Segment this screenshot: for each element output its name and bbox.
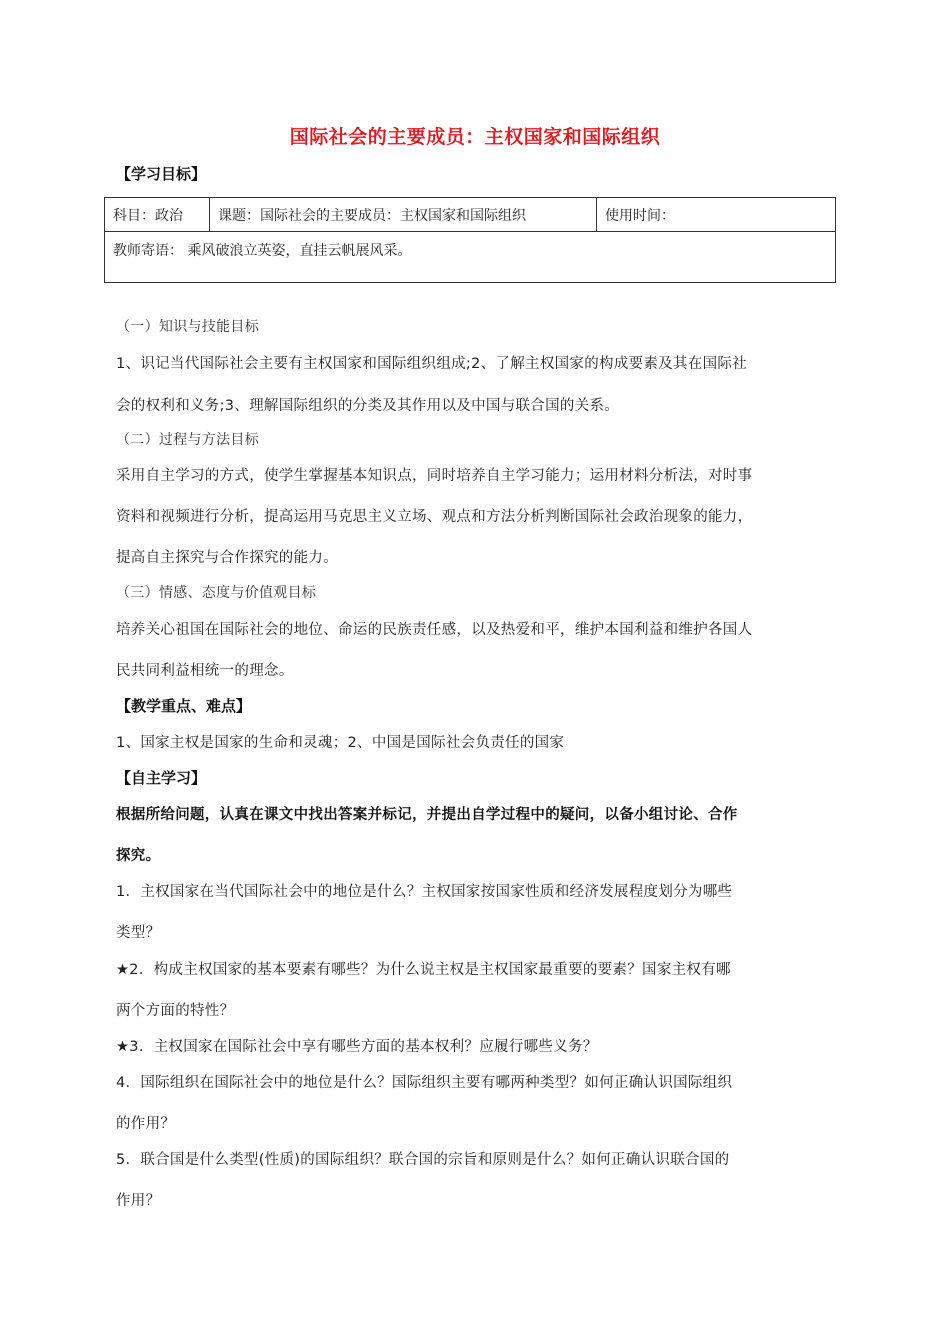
question-line: 类型？ <box>116 925 161 941</box>
emotion-line: 培养关心祖国在国际社会的地位、命运的民族责任感，以及热爱和平，维护本国利益和维护各国人 <box>116 622 753 638</box>
document-title: 国际社会的主要成员：主权国家和国际组织 <box>289 126 661 148</box>
time-cell: 使用时间： <box>597 198 836 232</box>
question-line: 作用？ <box>116 1193 161 1209</box>
emotion-heading: （三）情感、态度与价值观目标 <box>116 585 317 601</box>
topic-cell: 课题：国际社会的主要成员：主权国家和国际组织 <box>210 198 597 232</box>
knowledge-heading: （一）知识与技能目标 <box>116 319 259 335</box>
question-line: 两个方面的特性？ <box>116 1003 235 1019</box>
question-line: 的作用？ <box>116 1116 176 1132</box>
question-line: ★2．构成主权国家的基本要素有哪些？为什么说主权是主权国家最重要的要素？国家主权有哪 <box>116 962 731 978</box>
process-heading: （二）过程与方法目标 <box>116 432 259 448</box>
question-line: 1．主权国家在当代国际社会中的地位是什么？主权国家按国家性质和经济发展程度划分为哪些 <box>116 884 733 900</box>
teacher-note-cell: 教师寄语： 乘风破浪立英姿，直挂云帆展风采。 <box>105 232 836 283</box>
process-line: 资料和视频进行分析，提高运用马克思主义立场、观点和方法分析判断国际社会政治现象的能力， <box>116 509 753 525</box>
instruction-line: 根据所给问题，认真在课文中找出答案并标记，并提出自学过程中的疑问，以备小组讨论、合作 <box>116 807 738 823</box>
instruction-line: 探究。 <box>116 848 161 864</box>
question-line: ★3．主权国家在国际社会中享有哪些方面的基本权利？应履行哪些义务？ <box>116 1039 598 1055</box>
knowledge-line: 会的权利和义务;3、理解国际组织的分类及其作用以及中国与联合国的关系。 <box>116 398 620 414</box>
subject-cell: 科目：政治 <box>105 198 210 232</box>
knowledge-line: 1、识记当代国际社会主要有主权国家和国际组织组成;2、了解主权国家的构成要素及其在国际社 <box>116 356 748 372</box>
key-points-text: 1、国家主权是国家的生命和灵魂；2、中国是国际社会负责任的国家 <box>116 735 565 751</box>
question-line: 5．联合国是什么类型(性质)的国际组织？联合国的宗旨和原则是什么？如何正确认识联合国的 <box>116 1152 730 1168</box>
course-info-table <box>104 197 836 283</box>
question-line: 4．国际组织在国际社会中的地位是什么？国际组织主要有哪两种类型？如何正确认识国际组织 <box>116 1075 733 1091</box>
section-heading-self-study: 【自主学习】 <box>116 769 207 787</box>
section-heading-key-points: 【教学重点、难点】 <box>116 697 252 715</box>
process-line: 采用自主学习的方式，使学生掌握基本知识点，同时培养自主学习能力；运用材料分析法，对时事 <box>116 468 753 484</box>
process-line: 提高自主探究与合作探究的能力。 <box>116 550 338 566</box>
section-heading-goals: 【学习目标】 <box>116 165 207 183</box>
emotion-line: 民共同利益相统一的理念。 <box>116 663 294 679</box>
